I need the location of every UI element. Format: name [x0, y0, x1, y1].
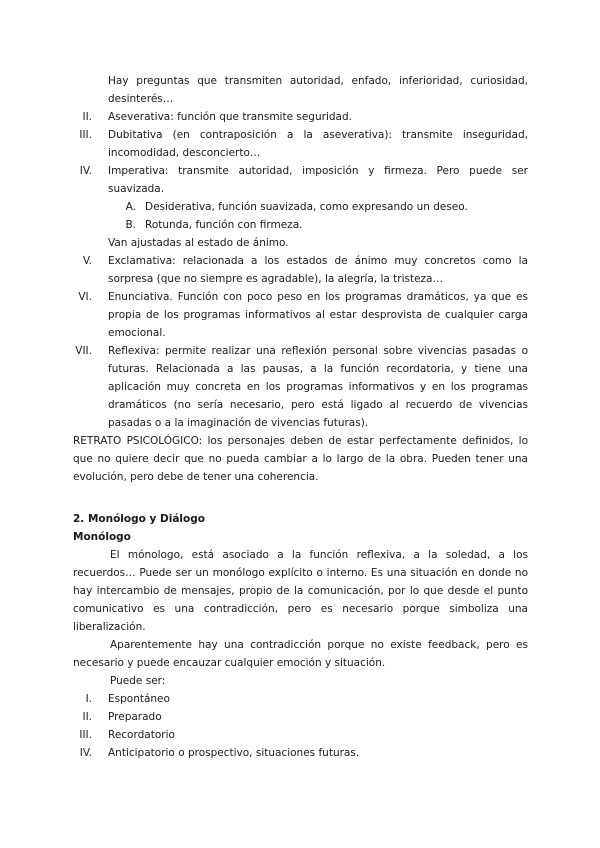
list-item: IV. Anticipatorio o prospectivo, situaciones futuras.: [79, 747, 360, 759]
list-item: III. Dubitativa (en contraposición a la aseverativa): transmite inseguridad, incomodidad, desconcierto…: [79, 129, 528, 159]
list-item: II. Preparado: [82, 711, 162, 723]
retrato-paragraph: RETRATO PSICOLÓGICO: los personajes deben de estar perfectamente definidos, lo que no quiere decir que no pueda cambiar a lo largo de la obra. Pueden tener una evolución, pero debe de tener una coherencia.: [73, 435, 528, 483]
list-item: VI. Enunciativa. Función con poco peso en los programas dramáticos, ya que es propia de los programas informativos al estar desprovista de cualquier carga emocional.: [78, 291, 528, 339]
list-item: I. Espontáneo: [85, 693, 170, 705]
sub-list-item: B. Rotunda, función con firmeza.: [125, 219, 303, 231]
list-item: III. Recordatorio: [79, 729, 175, 741]
list-note: Van ajustadas al estado de ánimo.: [108, 237, 289, 249]
list-item: V. Exclamativa: relacionada a los estados de ánimo muy concretos como la sorpresa (que no siempre es agradable), la alegría, la tristeza…: [82, 255, 528, 285]
sub-list: [108, 198, 528, 234]
paragraph-monologo-1: El mónologo, está asociado a la función reflexiva, a la soledad, a los recuerdos… Puede ser un monólogo explícito o interno. Es una situación en donde no hay intercambio de mensajes, propio de la comunicación, por lo que desde el punto comunicativo es una contradicción, pero es necesario porque simboliza una liberalización.: [73, 549, 528, 633]
section-heading: 2. Monólogo y Diálogo: [73, 513, 205, 525]
section-subheading: Monólogo: [73, 531, 131, 543]
list-item: VII. Reflexiva: permite realizar una reflexión personal sobre vivencias pasadas o futuras. Relacionada a las pausas, a la función recordatoria, y tiene una aplicación muy concreta en los programas informativos y en los programas dramáticos (no sería necesario, pero está ligado al recuerdo de vivencias pasadas o a la imaginación de vivencias futuras).: [75, 345, 528, 429]
sub-list-item: A. Desiderativa, función suavizada, como expresando un deseo.: [125, 201, 468, 213]
paragraph-monologo-2: Aparentemente hay una contradicción porque no existe feedback, pero es necesario y puede encauzar cualquier emoción y situación.: [73, 639, 528, 669]
list-item: II. Aseverativa: función que transmite seguridad.: [82, 111, 352, 123]
puede-ser-label: Puede ser:: [110, 675, 166, 687]
monologo-types-list: [70, 690, 528, 762]
function-list: [70, 72, 528, 432]
list-item: IV. Imperativa: transmite autoridad, imposición y firmeza. Pero puede ser suavizada. A. Desiderativa, función suavizada, como expresando un deseo. B. Rotunda, función con firmeza.: [70, 162, 528, 234]
list-item-intro: Hay preguntas que transmiten autoridad, enfado, inferioridad, curiosidad, desinterés…: [108, 75, 528, 105]
